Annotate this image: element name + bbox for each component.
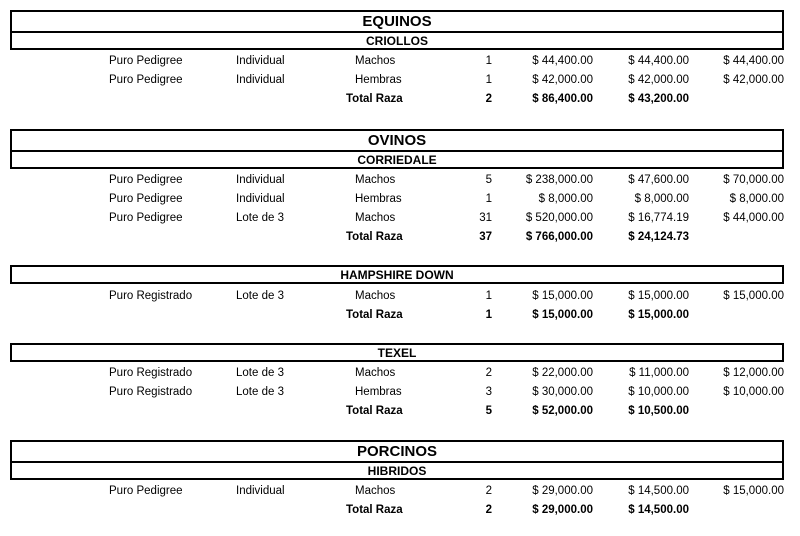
cell-cantidad: 5 bbox=[485, 174, 492, 186]
cell-registro: Puro Registrado bbox=[109, 386, 193, 398]
total-cantidad: 2 bbox=[485, 93, 492, 105]
cell-maximo: $ 15,000.00 bbox=[723, 290, 784, 302]
category-header-porcinos: PORCINOS bbox=[10, 440, 784, 461]
cell-registro: Puro Pedigree bbox=[109, 174, 183, 186]
category-header-ovinos: OVINOS bbox=[10, 129, 784, 150]
table-row bbox=[0, 364, 800, 383]
cell-tipo: Lote de 3 bbox=[236, 386, 284, 398]
cell-maximo: $ 42,000.00 bbox=[723, 74, 784, 86]
cell-tipo: Individual bbox=[236, 485, 285, 497]
cell-total: $ 42,000.00 bbox=[532, 74, 593, 86]
cell-promedio: $ 44,400.00 bbox=[628, 55, 689, 67]
breed-header-corriedale: CORRIEDALE bbox=[10, 150, 784, 169]
cell-tipo: Individual bbox=[236, 74, 285, 86]
cell-total: $ 8,000.00 bbox=[538, 193, 593, 205]
table-row bbox=[0, 482, 800, 501]
cell-promedio: $ 14,500.00 bbox=[628, 485, 689, 497]
cell-registro: Puro Pedigree bbox=[109, 55, 183, 67]
cell-sexo: Machos bbox=[355, 367, 396, 379]
cell-promedio: $ 42,000.00 bbox=[628, 74, 689, 86]
cell-sexo: Machos bbox=[355, 212, 396, 224]
cell-total: $ 29,000.00 bbox=[532, 485, 593, 497]
cell-cantidad: 2 bbox=[485, 367, 492, 379]
table-row bbox=[0, 71, 800, 90]
total-row bbox=[0, 90, 800, 109]
total-row bbox=[0, 501, 800, 520]
cell-total: $ 22,000.00 bbox=[532, 367, 593, 379]
total-cantidad: 37 bbox=[479, 231, 492, 243]
total-label: Total Raza bbox=[346, 93, 403, 105]
total-cantidad: 1 bbox=[485, 309, 492, 321]
breed-header-hibridos: HIBRIDOS bbox=[10, 461, 784, 480]
total-label: Total Raza bbox=[346, 231, 403, 243]
cell-total: $ 30,000.00 bbox=[532, 386, 593, 398]
table-row bbox=[0, 190, 800, 209]
cell-tipo: Lote de 3 bbox=[236, 367, 284, 379]
cell-total: $ 520,000.00 bbox=[525, 212, 593, 224]
cell-cantidad: 31 bbox=[479, 212, 492, 224]
cell-sexo: Hembras bbox=[355, 386, 402, 398]
cell-registro: Puro Registrado bbox=[109, 290, 193, 302]
cell-total: $ 238,000.00 bbox=[525, 174, 593, 186]
cell-cantidad: 2 bbox=[485, 485, 492, 497]
total-total: $ 766,000.00 bbox=[525, 231, 593, 243]
cell-promedio: $ 47,600.00 bbox=[628, 174, 689, 186]
table-row bbox=[0, 52, 800, 71]
cell-cantidad: 3 bbox=[485, 386, 492, 398]
total-promedio: $ 10,500.00 bbox=[628, 405, 689, 417]
cell-cantidad: 1 bbox=[485, 290, 492, 302]
cell-sexo: Hembras bbox=[355, 74, 402, 86]
cell-sexo: Machos bbox=[355, 485, 396, 497]
total-row bbox=[0, 402, 800, 421]
total-promedio: $ 15,000.00 bbox=[628, 309, 689, 321]
table-row bbox=[0, 171, 800, 190]
cell-maximo: $ 12,000.00 bbox=[723, 367, 784, 379]
total-total: $ 52,000.00 bbox=[532, 405, 593, 417]
cell-cantidad: 1 bbox=[485, 74, 492, 86]
cell-maximo: $ 44,400.00 bbox=[723, 55, 784, 67]
total-cantidad: 2 bbox=[485, 504, 492, 516]
cell-tipo: Lote de 3 bbox=[236, 212, 284, 224]
breed-header-criollos: CRIOLLOS bbox=[10, 31, 784, 50]
breed-header-hampshire-down: HAMPSHIRE DOWN bbox=[10, 265, 784, 284]
cell-registro: Puro Pedigree bbox=[109, 212, 183, 224]
total-total: $ 29,000.00 bbox=[532, 504, 593, 516]
cell-registro: Puro Pedigree bbox=[109, 485, 183, 497]
total-promedio: $ 43,200.00 bbox=[628, 93, 689, 105]
cell-tipo: Individual bbox=[236, 193, 285, 205]
total-row bbox=[0, 306, 800, 325]
cell-registro: Puro Registrado bbox=[109, 367, 193, 379]
cell-maximo: $ 44,000.00 bbox=[723, 212, 784, 224]
cell-maximo: $ 70,000.00 bbox=[723, 174, 784, 186]
category-header-equinos: EQUINOS bbox=[10, 10, 784, 31]
cell-tipo: Individual bbox=[236, 55, 285, 67]
cell-registro: Puro Pedigree bbox=[109, 193, 183, 205]
cell-registro: Puro Pedigree bbox=[109, 74, 183, 86]
cell-promedio: $ 11,000.00 bbox=[629, 367, 689, 379]
cell-cantidad: 1 bbox=[485, 55, 492, 67]
total-promedio: $ 14,500.00 bbox=[628, 504, 689, 516]
cell-total: $ 44,400.00 bbox=[532, 55, 593, 67]
total-label: Total Raza bbox=[346, 309, 403, 321]
cell-promedio: $ 16,774.19 bbox=[628, 212, 689, 224]
breed-header-texel: TEXEL bbox=[10, 343, 784, 362]
total-total: $ 86,400.00 bbox=[532, 93, 593, 105]
cell-tipo: Individual bbox=[236, 174, 285, 186]
cell-tipo: Lote de 3 bbox=[236, 290, 284, 302]
cell-promedio: $ 15,000.00 bbox=[628, 290, 689, 302]
cell-cantidad: 1 bbox=[485, 193, 492, 205]
cell-total: $ 15,000.00 bbox=[532, 290, 593, 302]
cell-sexo: Machos bbox=[355, 290, 396, 302]
cell-maximo: $ 10,000.00 bbox=[723, 386, 784, 398]
total-label: Total Raza bbox=[346, 504, 403, 516]
cell-sexo: Machos bbox=[355, 55, 396, 67]
table-row bbox=[0, 383, 800, 402]
total-promedio: $ 24,124.73 bbox=[628, 231, 689, 243]
cell-promedio: $ 10,000.00 bbox=[628, 386, 689, 398]
cell-maximo: $ 15,000.00 bbox=[723, 485, 784, 497]
cell-promedio: $ 8,000.00 bbox=[634, 193, 689, 205]
total-label: Total Raza bbox=[346, 405, 403, 417]
table-row bbox=[0, 209, 800, 228]
total-cantidad: 5 bbox=[485, 405, 492, 417]
total-row bbox=[0, 228, 800, 247]
table-row bbox=[0, 287, 800, 306]
total-total: $ 15,000.00 bbox=[532, 309, 593, 321]
cell-sexo: Machos bbox=[355, 174, 396, 186]
cell-maximo: $ 8,000.00 bbox=[729, 193, 784, 205]
cell-sexo: Hembras bbox=[355, 193, 402, 205]
